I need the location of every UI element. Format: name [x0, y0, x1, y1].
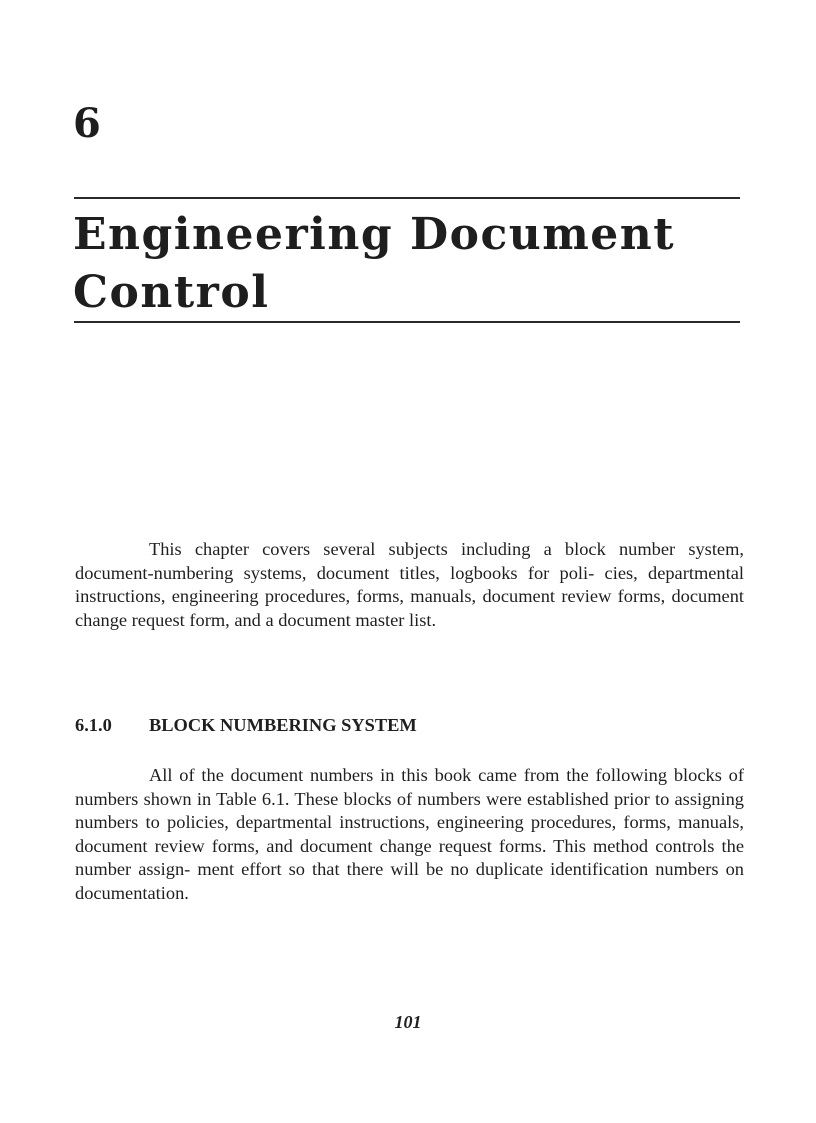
chapter-number: 6 [73, 100, 101, 147]
section-number: 6.1.0 [75, 715, 112, 735]
paragraph-line: document change request forms. This method controls the number assign- [75, 835, 744, 880]
title-rule-top [74, 197, 740, 199]
paragraph-line: system, document-numbering systems, document titles, logbooks for poli- [75, 539, 744, 583]
paragraph-line: All of the document numbers in this book came from the following [149, 765, 668, 785]
paragraph-line: This chapter covers several subjects including a block number [149, 539, 676, 559]
paragraph-line: blocks of numbers shown in Table 6.1. These blocks of numbers were [75, 765, 744, 809]
intro-paragraph [75, 538, 744, 632]
page-number: 101 [394, 1012, 422, 1032]
paragraph-line: cies, departmental instructions, engineering procedures, forms, manuals, [75, 562, 744, 607]
chapter-title-line: Engineering Document [73, 209, 676, 260]
paragraph-line: document review forms, document change request form, and a document [75, 586, 745, 630]
paragraph-line: ment effort so that there will be no duplicate identification numbers on [197, 859, 744, 880]
chapter-title-line: Control [73, 267, 270, 318]
paragraph-line: engineering procedures, forms, manuals, document review forms, and [75, 812, 744, 856]
section-paragraph [75, 764, 744, 906]
paragraph-line: established prior to assigning numbers to policies, departmental instructions, [75, 788, 744, 833]
paragraph-line: master list. [355, 609, 437, 630]
paragraph-line: documentation. [75, 882, 189, 903]
section-title: BLOCK NUMBERING SYSTEM [149, 715, 417, 735]
section-heading [75, 713, 417, 737]
title-rule-bottom [74, 321, 740, 323]
chapter-title [73, 206, 753, 322]
